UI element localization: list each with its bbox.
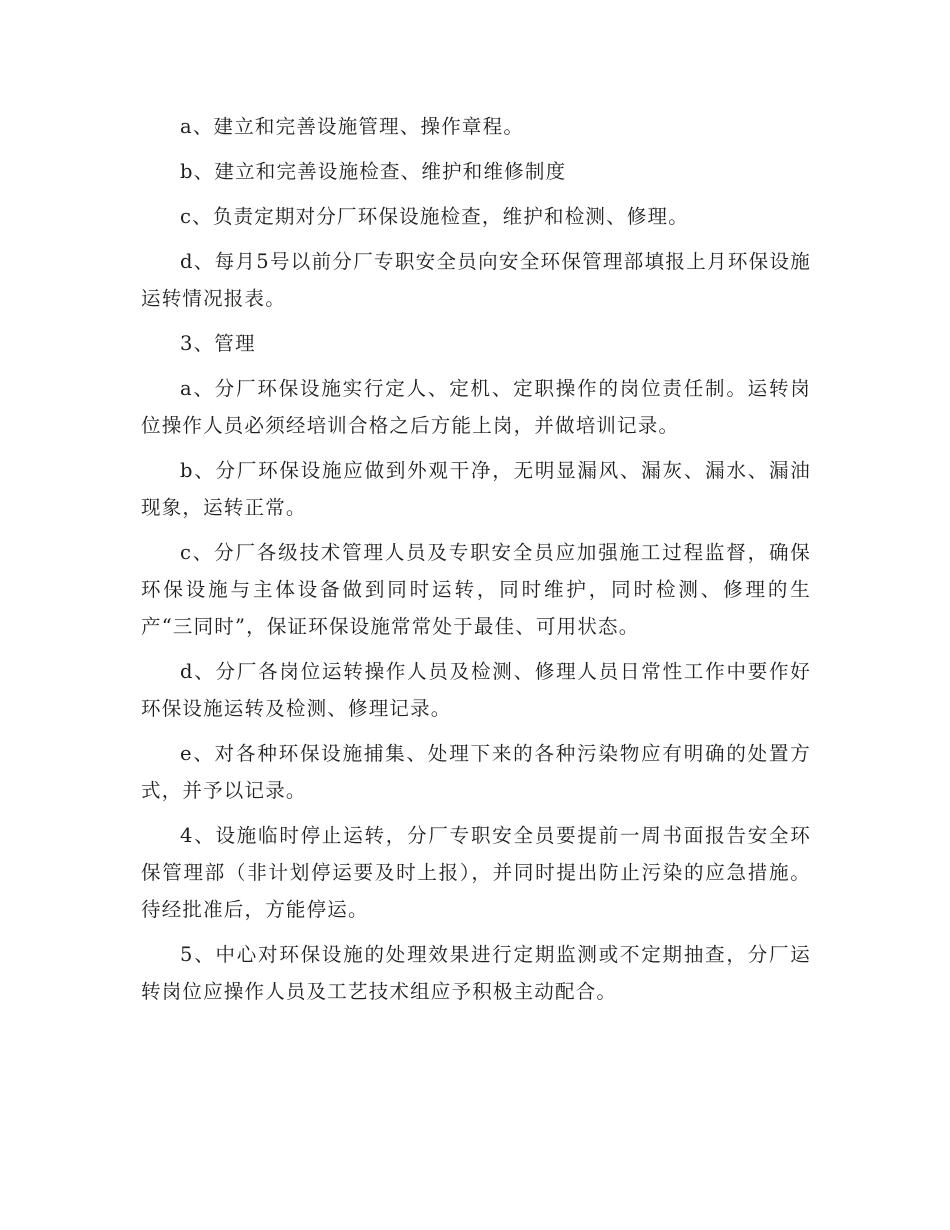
paragraph-4-temporary-shutdown: 4、设施临时停止运转，分厂专职安全员要提前一周书面报告安全环保管理部（非计划停运要及时上报），并同时提出防止污染的应急措施。待经批准后，方能停运。 (141, 824, 811, 921)
paragraph-d-monthly-report: d、每月5号以前分厂专职安全员向安全环保管理部填报上月环保设施运转情况报表。 (141, 250, 811, 310)
paragraph-5-monitoring: 5、中心对环保设施的处理效果进行定期监测或不定期抽查，分厂运转岗位应操作人员及工艺技术组应予积极主动配合。 (141, 943, 811, 1003)
section-heading-management: 3、管理 (180, 332, 256, 355)
paragraph-b-appearance-requirements: b、分厂环保设施应做到外观干净，无明显漏风、漏灰、漏水、漏油现象，运转正常。 (141, 459, 811, 519)
paragraph-b-maintenance-rules: b、建立和完善设施检查、维护和维修制度 (180, 160, 567, 183)
paragraph-c-periodic-inspection: c、负责定期对分厂环保设施检查，维护和检测、修理。 (180, 205, 689, 228)
paragraph-a-responsibility-system: a、分厂环保设施实行定人、定机、定职操作的岗位责任制。运转岗位操作人员必须经培训合格之后方能上岗，并做培训记录。 (141, 377, 811, 437)
document-body (141, 108, 811, 1018)
paragraph-c-supervision: c、分厂各级技术管理人员及专职安全员应加强施工过程监督，确保环保设施与主体设备做到同时运转，同时维护，同时检测、修理的生产“三同时”，保证环保设施常常处于最佳、可用状态。 (141, 541, 811, 638)
paragraph-d-records: d、分厂各岗位运转操作人员及检测、修理人员日常性工作中要作好环保设施运转及检测、修理记录。 (141, 660, 811, 720)
paragraph-e-pollutant-disposal: e、对各种环保设施捕集、处理下来的各种污染物应有明确的处置方式，并予以记录。 (141, 742, 811, 802)
paragraph-a-operating-rules: a、建立和完善设施管理、操作章程。 (180, 115, 525, 138)
